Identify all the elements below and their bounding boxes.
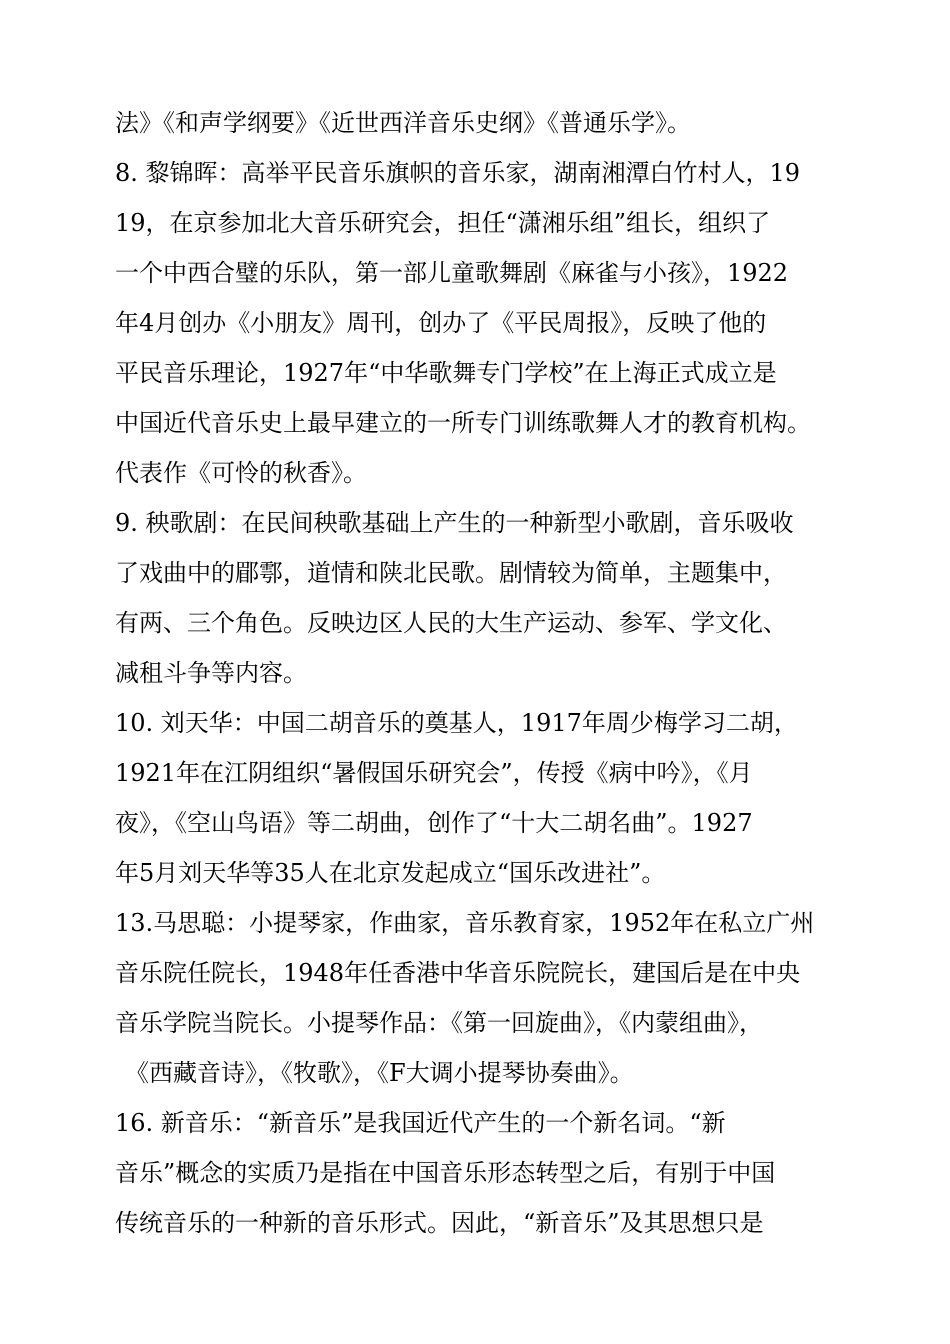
text-line: 年4月创办《小朋友》周刊，创办了《平民周报》，反映了他的 — [115, 309, 767, 337]
text-line: 9. 秧歌剧：在民间秧歌基础上产生的一种新型小歌剧，音乐吸收 — [115, 509, 794, 537]
text-line: 年5月刘天华等35人在北京发起成立“国乐改进社”。 — [115, 859, 666, 887]
text-line: 音乐”概念的实质乃是指在中国音乐形态转型之后，有别于中国 — [115, 1159, 776, 1187]
text-line: 减租斗争等内容。 — [115, 659, 307, 687]
text-line: 了戏曲中的郿鄠，道情和陕北民歌。剧情较为简单，主题集中， — [115, 559, 787, 587]
text-line: 19，在京参加北大音乐研究会，担任“潇湘乐组”组长，组织了 — [115, 209, 771, 237]
text-line: 音乐院任院长，1948年任香港中华音乐院院长，建国后是在中央 — [115, 959, 801, 987]
document-body — [115, 98, 850, 1248]
text-line: 传统音乐的一种新的音乐形式。因此，“新音乐”及其思想只是 — [115, 1209, 764, 1237]
text-line: 10. 刘天华：中国二胡音乐的奠基人，1917年周少梅学习二胡， — [115, 709, 798, 737]
text-line: 中国近代音乐史上最早建立的一所专门训练歌舞人才的教育机构。 — [115, 409, 811, 437]
text-line: 13.马思聪：小提琴家，作曲家，音乐教育家，1952年在私立广州 — [115, 909, 815, 937]
text-line: 平民音乐理论，1927年“中华歌舞专门学校”在上海正式成立是 — [115, 359, 777, 387]
text-line: 16. 新音乐：“新音乐”是我国近代产生的一个新名词。“新 — [115, 1109, 726, 1137]
text-line: 8. 黎锦晖：高举平民音乐旗帜的音乐家，湖南湘潭白竹村人，19 — [115, 159, 801, 187]
text-line: 法》《和声学纲要》《近世西洋音乐史纲》《普通乐学》。 — [115, 109, 691, 137]
text-line: 一个中西合璧的乐队，第一部儿童歌舞剧《麻雀与小孩》，1922 — [115, 259, 789, 287]
text-line: 1921年在江阴组织“暑假国乐研究会”，传授《病中吟》，《月 — [115, 759, 753, 787]
text-line: 有两、三个角色。反映边区人民的大生产运动、参军、学文化、 — [115, 609, 787, 637]
text-line: 《西藏音诗》，《牧歌》，《F大调小提琴协奏曲》。 — [125, 1059, 634, 1087]
text-line: 音乐学院当院长。小提琴作品：《第一回旋曲》，《内蒙组曲》， — [115, 1009, 763, 1037]
text-line: 代表作《可怜的秋香》。 — [115, 459, 367, 487]
text-line: 夜》，《空山鸟语》等二胡曲，创作了“十大二胡名曲”。1927 — [115, 809, 753, 837]
